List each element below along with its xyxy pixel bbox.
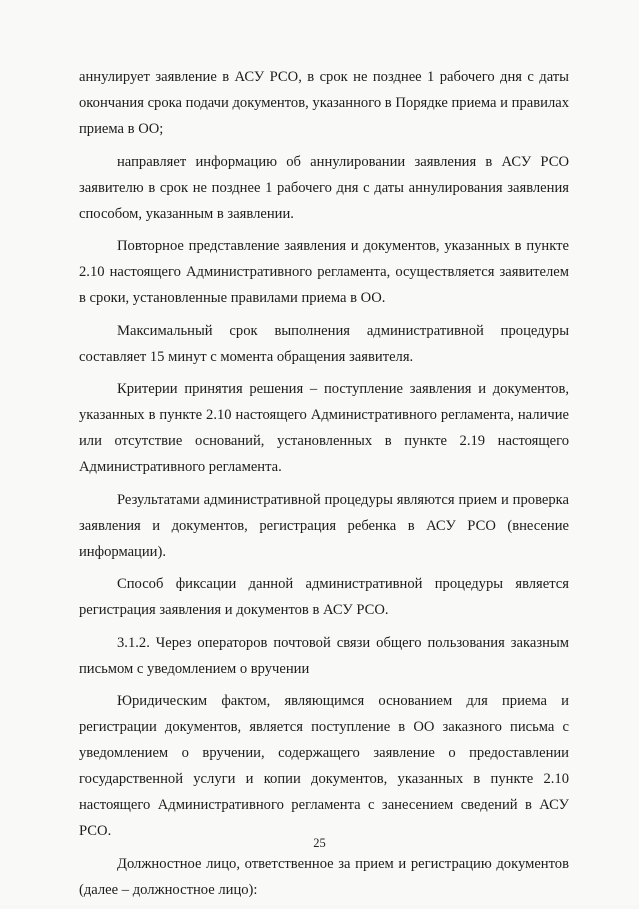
paragraph-1: аннулирует заявление в АСУ РСО, в срок не позднее 1 рабочего дня с даты окончания срока подачи документов, указанного в Порядке приема и правилах приема в ОО; (79, 69, 569, 137)
paragraph-5: Критерии принятия решения – поступление заявления и документов, указанных в пункте 2.10 настоящего Административного регламента, наличие или отсутствие оснований, установленных в пункте 2.19 настоящего Административного регламента. (79, 381, 569, 475)
body-text (79, 64, 569, 909)
paragraph-9: Юридическим фактом, являющимся основанием для приема и регистрации документов, является поступление в ОО заказного письма с уведомлением о вручении, содержащего заявление о предоставлении государственной услуги и копии документов, указанных в пункте 2.10 настоящего Административного регламента с занесением сведений в АСУ РСО. (79, 693, 569, 839)
paragraph-2: направляет информацию об аннулировании заявления в АСУ РСО заявителю в срок не позднее 1 рабочего дня с даты аннулирования заявления способом, указанным в заявлении. (79, 153, 569, 222)
section-heading-3-1-2: 3.1.2. Через операторов почтовой связи общего пользования заказным письмом с уведомлением о вручении (79, 634, 569, 677)
paragraph-4: Максимальный срок выполнения административной процедуры составляет 15 минут с момента обращения заявителя. (79, 322, 569, 365)
paragraph-10: Должностное лицо, ответственное за прием и регистрацию документов (далее – должностное лицо): (79, 855, 569, 898)
paragraph-3: Повторное представление заявления и документов, указанных в пункте 2.10 настоящего Административного регламента, осуществляется заявителем в сроки, установленные правилами приема в ОО. (79, 238, 569, 306)
page-number: 25 (313, 836, 326, 850)
paragraph-6: Результатами административной процедуры являются прием и проверка заявления и документов, регистрация ребенка в АСУ РСО (внесение информации). (79, 491, 569, 560)
paragraph-7: Способ фиксации данной административной процедуры является регистрация заявления и документов в АСУ РСО. (79, 576, 569, 618)
